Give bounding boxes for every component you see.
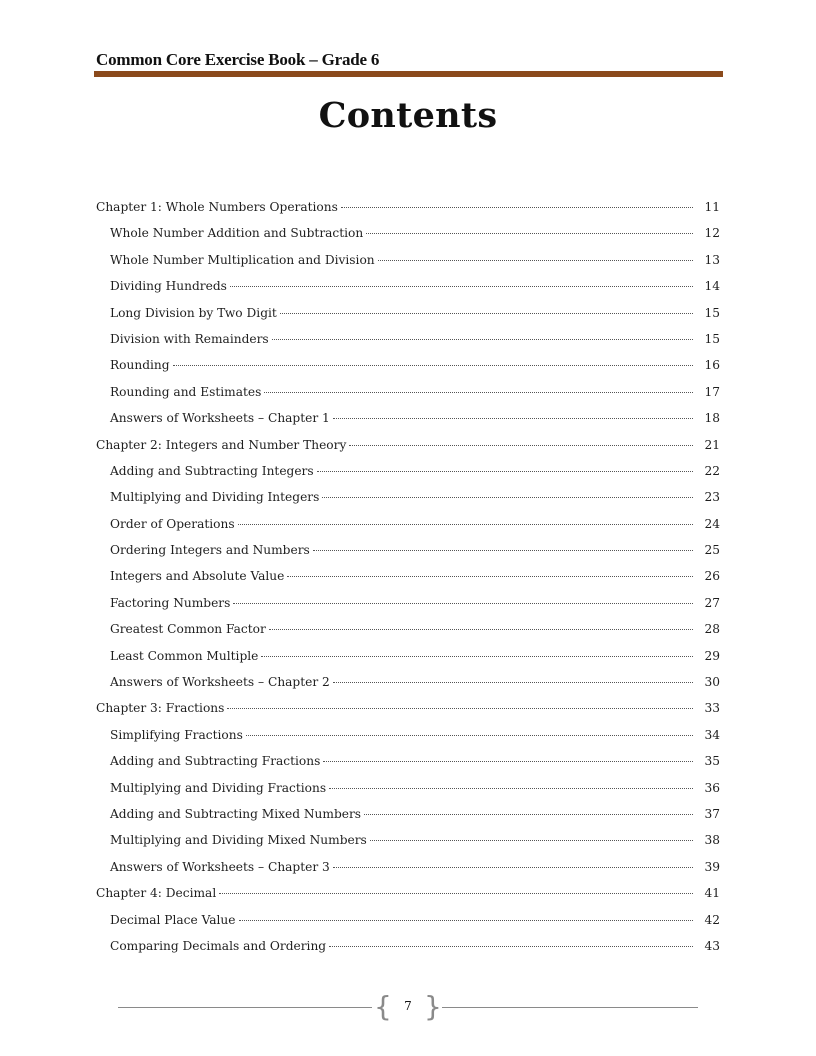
toc-leader-dots xyxy=(333,867,693,868)
toc-section-entry[interactable] xyxy=(96,484,720,510)
toc-entry-page: 39 xyxy=(704,859,720,874)
toc-entry-page: 35 xyxy=(704,754,720,769)
toc-leader-dots xyxy=(341,207,693,208)
toc-entry-page: 15 xyxy=(704,305,720,320)
toc-section-entry[interactable] xyxy=(96,775,720,801)
header-rule xyxy=(94,71,723,77)
toc-entry-page: 33 xyxy=(704,701,720,716)
toc-leader-dots xyxy=(323,761,693,762)
footer-rule-right xyxy=(442,1007,698,1008)
toc-entry-label: Whole Number Addition and Subtraction xyxy=(110,226,364,241)
toc-entry-page: 11 xyxy=(704,200,720,214)
toc-entry-page: 42 xyxy=(704,912,720,927)
toc-entry-label: Rounding xyxy=(110,358,170,373)
toc-entry-page: 29 xyxy=(704,648,720,663)
toc-leader-dots xyxy=(366,233,693,234)
toc-entry-page: 26 xyxy=(704,569,720,584)
toc-entry-page: 30 xyxy=(704,675,720,690)
toc-entry-label: Multiplying and Dividing Fractions xyxy=(110,780,327,795)
toc-entry-page: 21 xyxy=(704,437,720,452)
toc-leader-dots xyxy=(364,814,693,815)
toc-entry-label: Factoring Numbers xyxy=(110,595,231,610)
toc-section-entry[interactable] xyxy=(96,748,720,774)
toc-entry-page: 14 xyxy=(704,279,720,294)
toc-entry-page: 23 xyxy=(704,490,720,505)
toc-leader-dots xyxy=(233,603,693,604)
toc-entry-page: 18 xyxy=(704,411,720,426)
toc-entry-page: 25 xyxy=(704,543,720,558)
toc-leader-dots xyxy=(370,840,693,841)
toc-entry-label: Comparing Decimals and Ordering xyxy=(110,938,327,953)
toc-entry-label: Answers of Worksheets – Chapter 1 xyxy=(110,411,330,426)
toc-leader-dots xyxy=(246,735,693,736)
toc-entry-page: 12 xyxy=(704,226,720,241)
toc-section-entry[interactable] xyxy=(96,933,720,959)
toc-chapter-entry[interactable] xyxy=(96,695,720,721)
toc-leader-dots xyxy=(313,550,693,551)
toc-entry-label: Whole Number Multiplication and Division xyxy=(110,252,375,267)
toc-entry-label: Chapter 4: Decimal xyxy=(96,886,217,901)
toc-section-entry[interactable] xyxy=(96,537,720,563)
toc-entry-label: Division with Remainders xyxy=(110,331,269,346)
toc-section-entry[interactable] xyxy=(96,643,720,669)
toc-entry-page: 27 xyxy=(704,595,720,610)
toc-entry-label: Dividing Hundreds xyxy=(110,279,227,294)
toc-chapter-entry[interactable] xyxy=(96,194,720,220)
toc-section-entry[interactable] xyxy=(96,511,720,537)
toc-chapter-entry[interactable] xyxy=(96,432,720,458)
toc-entry-page: 13 xyxy=(704,252,720,267)
toc-section-entry[interactable] xyxy=(96,300,720,326)
toc-section-entry[interactable] xyxy=(96,801,720,827)
toc-chapter-entry[interactable] xyxy=(96,880,720,906)
toc-entry-label: Long Division by Two Digit xyxy=(110,305,277,320)
toc-leader-dots xyxy=(317,471,693,472)
toc-leader-dots xyxy=(219,893,693,894)
toc-entry-label: Answers of Worksheets – Chapter 3 xyxy=(110,859,330,874)
toc-leader-dots xyxy=(287,576,693,577)
toc-section-entry[interactable] xyxy=(96,722,720,748)
toc-leader-dots xyxy=(230,286,693,287)
footer-rule-left xyxy=(118,1007,372,1008)
toc-section-entry[interactable] xyxy=(96,405,720,431)
toc-leader-dots xyxy=(261,656,693,657)
toc-entry-label: Multiplying and Dividing Integers xyxy=(110,490,320,505)
toc-leader-dots xyxy=(329,946,693,947)
table-of-contents xyxy=(96,194,720,959)
toc-entry-label: Multiplying and Dividing Mixed Numbers xyxy=(110,833,367,848)
toc-entry-page: 34 xyxy=(704,727,720,742)
toc-entry-page: 36 xyxy=(704,780,720,795)
page-number: 7 xyxy=(404,999,412,1013)
page-title: Contents xyxy=(318,95,498,136)
toc-entry-label: Adding and Subtracting Mixed Numbers xyxy=(110,806,362,821)
toc-leader-dots xyxy=(349,445,693,446)
toc-section-entry[interactable] xyxy=(96,590,720,616)
toc-entry-page: 43 xyxy=(704,938,720,953)
toc-entry-label: Decimal Place Value xyxy=(110,912,236,927)
toc-leader-dots xyxy=(272,339,693,340)
toc-section-entry[interactable] xyxy=(96,616,720,642)
toc-entry-label: Integers and Absolute Value xyxy=(110,569,285,584)
toc-entry-page: 15 xyxy=(704,331,720,346)
toc-leader-dots xyxy=(378,260,693,261)
toc-entry-label: Answers of Worksheets – Chapter 2 xyxy=(110,675,330,690)
toc-entry-page: 37 xyxy=(704,806,720,821)
toc-section-entry[interactable] xyxy=(96,326,720,352)
toc-section-entry[interactable] xyxy=(96,854,720,880)
toc-entry-label: Order of Operations xyxy=(110,516,235,531)
toc-leader-dots xyxy=(322,497,693,498)
toc-leader-dots xyxy=(329,788,693,789)
toc-entry-page: 41 xyxy=(704,886,720,901)
toc-section-entry[interactable] xyxy=(96,827,720,853)
toc-leader-dots xyxy=(269,629,693,630)
toc-section-entry[interactable] xyxy=(96,907,720,933)
toc-leader-dots xyxy=(333,418,693,419)
toc-entry-label: Least Common Multiple xyxy=(110,648,259,663)
toc-entry-label: Adding and Subtracting Integers xyxy=(110,463,314,478)
toc-entry-page: 38 xyxy=(704,833,720,848)
toc-section-entry[interactable] xyxy=(96,273,720,299)
running-header: Common Core Exercise Book – Grade 6 xyxy=(96,50,380,69)
toc-leader-dots xyxy=(238,524,693,525)
toc-entry-page: 16 xyxy=(704,358,720,373)
toc-section-entry[interactable] xyxy=(96,247,720,273)
toc-leader-dots xyxy=(333,682,693,683)
toc-entry-label: Rounding and Estimates xyxy=(110,384,262,399)
toc-section-entry[interactable] xyxy=(96,352,720,378)
open-bracket-icon: { xyxy=(374,990,392,1023)
toc-entry-label: Chapter 2: Integers and Number Theory xyxy=(96,437,347,452)
toc-section-entry[interactable] xyxy=(96,563,720,589)
toc-entry-page: 24 xyxy=(704,516,720,531)
close-bracket-icon: } xyxy=(424,990,442,1023)
toc-leader-dots xyxy=(280,313,693,314)
toc-entry-label: Chapter 3: Fractions xyxy=(96,701,225,716)
toc-entry-page: 22 xyxy=(704,463,720,478)
toc-section-entry[interactable] xyxy=(96,669,720,695)
toc-entry-label: Adding and Subtracting Fractions xyxy=(110,754,321,769)
toc-entry-label: Chapter 1: Whole Numbers Operations xyxy=(96,200,338,214)
toc-entry-label: Ordering Integers and Numbers xyxy=(110,543,310,558)
toc-section-entry[interactable] xyxy=(96,220,720,246)
toc-entry-label: Greatest Common Factor xyxy=(110,622,266,637)
toc-entry-page: 17 xyxy=(704,384,720,399)
toc-leader-dots xyxy=(227,708,693,709)
toc-entry-page: 28 xyxy=(704,622,720,637)
toc-entry-label: Simplifying Fractions xyxy=(110,727,243,742)
toc-section-entry[interactable] xyxy=(96,458,720,484)
toc-leader-dots xyxy=(264,392,693,393)
toc-section-entry[interactable] xyxy=(96,379,720,405)
toc-leader-dots xyxy=(239,920,694,921)
toc-leader-dots xyxy=(173,365,693,366)
